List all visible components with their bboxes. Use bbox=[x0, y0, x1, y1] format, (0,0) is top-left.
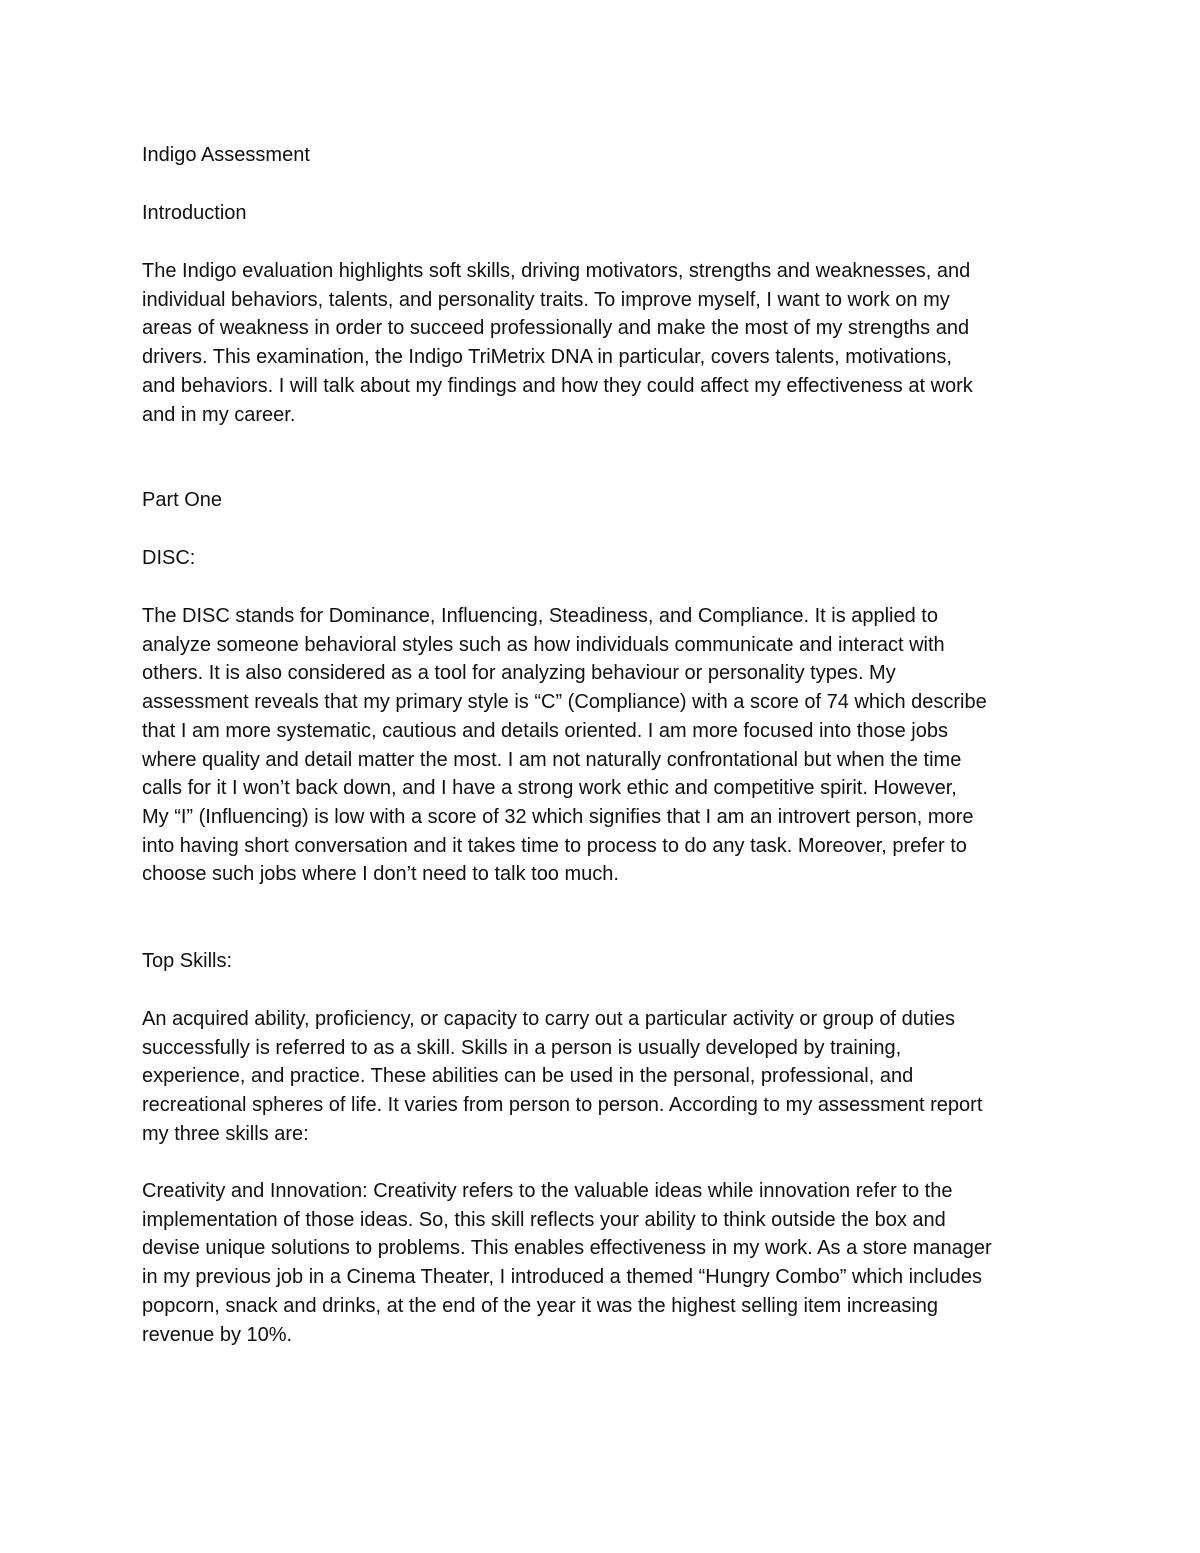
introduction-heading: Introduction bbox=[142, 202, 247, 224]
paragraph-line: where quality and detail matter the most. I am not naturally confrontational but when the time bbox=[142, 748, 962, 771]
skills-paragraph bbox=[142, 1005, 982, 1149]
paragraph-line: popcorn, snack and drinks, at the end of the year it was the highest selling item increasing bbox=[142, 1294, 939, 1317]
paragraph-line: devise unique solutions to problems. This enables effectiveness in my work. As a store manager bbox=[142, 1237, 992, 1260]
paragraph-line: individual behaviors, talents, and personality traits. To improve myself, I want to work on my bbox=[142, 288, 950, 311]
paragraph-line: Creativity and Innovation: Creativity refers to the valuable ideas while innovation refer to the bbox=[142, 1180, 953, 1202]
introduction-paragraph bbox=[142, 257, 973, 429]
paragraph-line: calls for it I won’t back down, and I have a strong work ethic and competitive spirit. However, bbox=[142, 777, 957, 800]
document-title: Indigo Assessment bbox=[142, 144, 310, 166]
paragraph-line: my three skills are: bbox=[142, 1122, 309, 1145]
paragraph-line: in my previous job in a Cinema Theater, I introduced a themed “Hungry Combo” which includes bbox=[142, 1266, 983, 1289]
paragraph-line: analyze someone behavioral styles such as how individuals communicate and interact with bbox=[142, 633, 945, 656]
paragraph-line: successfully is referred to as a skill. Skills in a person is usually developed by training, bbox=[142, 1036, 902, 1059]
part-one-heading: Part One bbox=[142, 489, 223, 511]
paragraph-line: and behaviors. I will talk about my findings and how they could affect my effectiveness at work bbox=[142, 374, 973, 397]
paragraph-line: choose such jobs where I don’t need to talk too much. bbox=[142, 863, 619, 886]
paragraph-line: and in my career. bbox=[142, 403, 296, 426]
paragraph-line: The Indigo evaluation highlights soft skills, driving motivators, strengths and weaknesses, and bbox=[142, 260, 971, 282]
top-skills-heading: Top Skills: bbox=[142, 950, 233, 972]
disc-paragraph bbox=[142, 602, 987, 889]
paragraph-line: recreational spheres of life. It varies from person to person. According to my assessment report bbox=[142, 1094, 983, 1117]
paragraph-line: into having short conversation and it takes time to process to do any task. Moreover, prefer to bbox=[142, 834, 967, 857]
paragraph-line: assessment reveals that my primary style is “C” (Compliance) with a score of 74 which describe bbox=[142, 691, 987, 714]
paragraph-line: others. It is also considered as a tool for analyzing behaviour or personality types. My bbox=[142, 662, 896, 685]
paragraph-line: The DISC stands for Dominance, Influencing, Steadiness, and Compliance. It is applied to bbox=[142, 605, 938, 627]
paragraph-line: implementation of those ideas. So, this skill reflects your ability to think outside the box and bbox=[142, 1208, 946, 1231]
paragraph-line: drivers. This examination, the Indigo TriMetrix DNA in particular, covers talents, motivations, bbox=[142, 346, 952, 369]
paragraph-line: areas of weakness in order to succeed professionally and make the most of my strengths and bbox=[142, 317, 970, 340]
paragraph-line: revenue by 10%. bbox=[142, 1323, 293, 1346]
paragraph-line: My “I” (Influencing) is low with a score of 32 which signifies that I am an introvert person, more bbox=[142, 805, 974, 828]
paragraph-line: An acquired ability, proficiency, or capacity to carry out a particular activity or group of duties bbox=[142, 1008, 955, 1030]
creativity-paragraph bbox=[142, 1177, 992, 1349]
paragraph-line: that I am more systematic, cautious and details oriented. I am more focused into those jobs bbox=[142, 719, 948, 742]
disc-heading: DISC: bbox=[142, 547, 196, 569]
paragraph-line: experience, and practice. These abilities can be used in the personal, professional, and bbox=[142, 1065, 914, 1088]
